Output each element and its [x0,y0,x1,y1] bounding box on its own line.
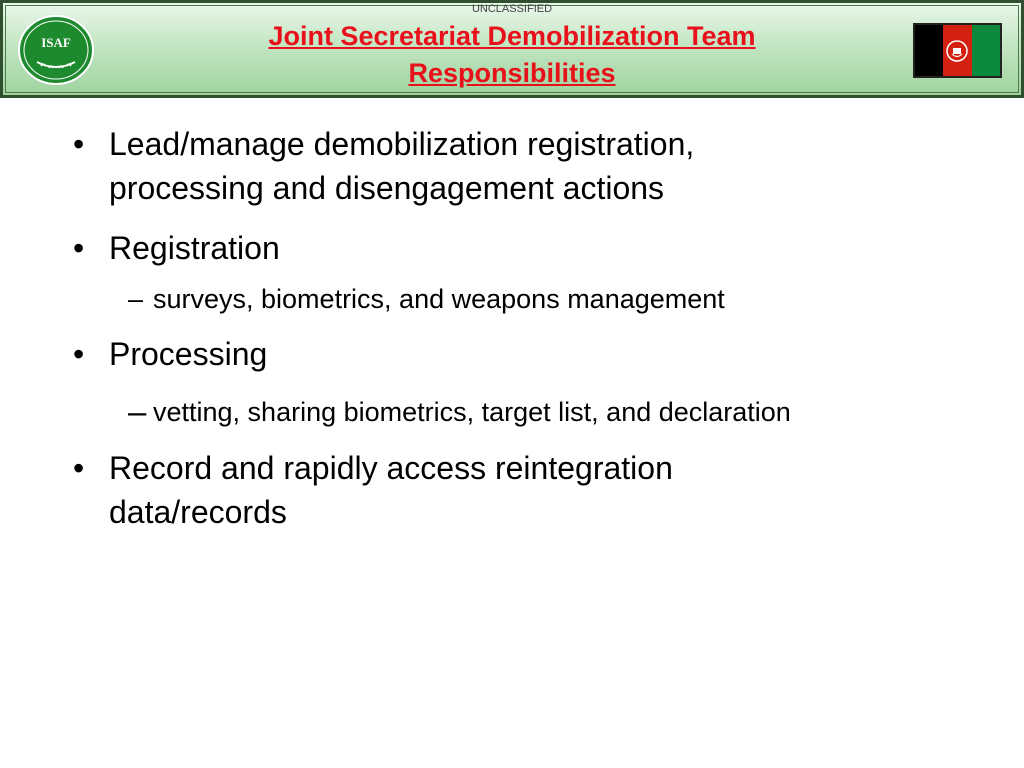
flag-emblem-icon [945,39,969,63]
title-line-2: Responsibilities [408,58,616,88]
flag-band-red [943,25,971,76]
afghanistan-flag [913,23,1002,78]
bullet-text-line: data/records [109,494,287,530]
bullet-text-line: Registration [109,230,280,266]
title-line-1: Joint Secretariat Demobilization Team [268,21,756,51]
bullet-marker: • [73,336,85,372]
isaf-logo [17,14,95,91]
page-title [150,18,874,92]
flag-band-green [972,25,1000,76]
bullet-marker: • [73,450,85,486]
sub-marker: – [128,393,147,430]
sub-text: surveys, biometrics, and weapons management [153,284,725,314]
bullet-text-line: processing and disengagement actions [109,170,665,206]
bullet-text-line: Lead/manage demobilization registration, [109,126,695,162]
bullet-marker: • [73,230,85,266]
bullet-text-line: Processing [109,336,268,372]
sub-text: vetting, sharing biometrics, target list, and declaration [153,397,791,427]
classification-label: UNCLASSIFIED [471,3,553,15]
bullet-marker: • [73,126,85,162]
sub-marker: – [128,284,144,314]
bullet-text-line: Record and rapidly access reintegration [109,450,673,486]
isaf-logo-text: ISAF [41,35,71,50]
flag-band-black [915,25,943,76]
